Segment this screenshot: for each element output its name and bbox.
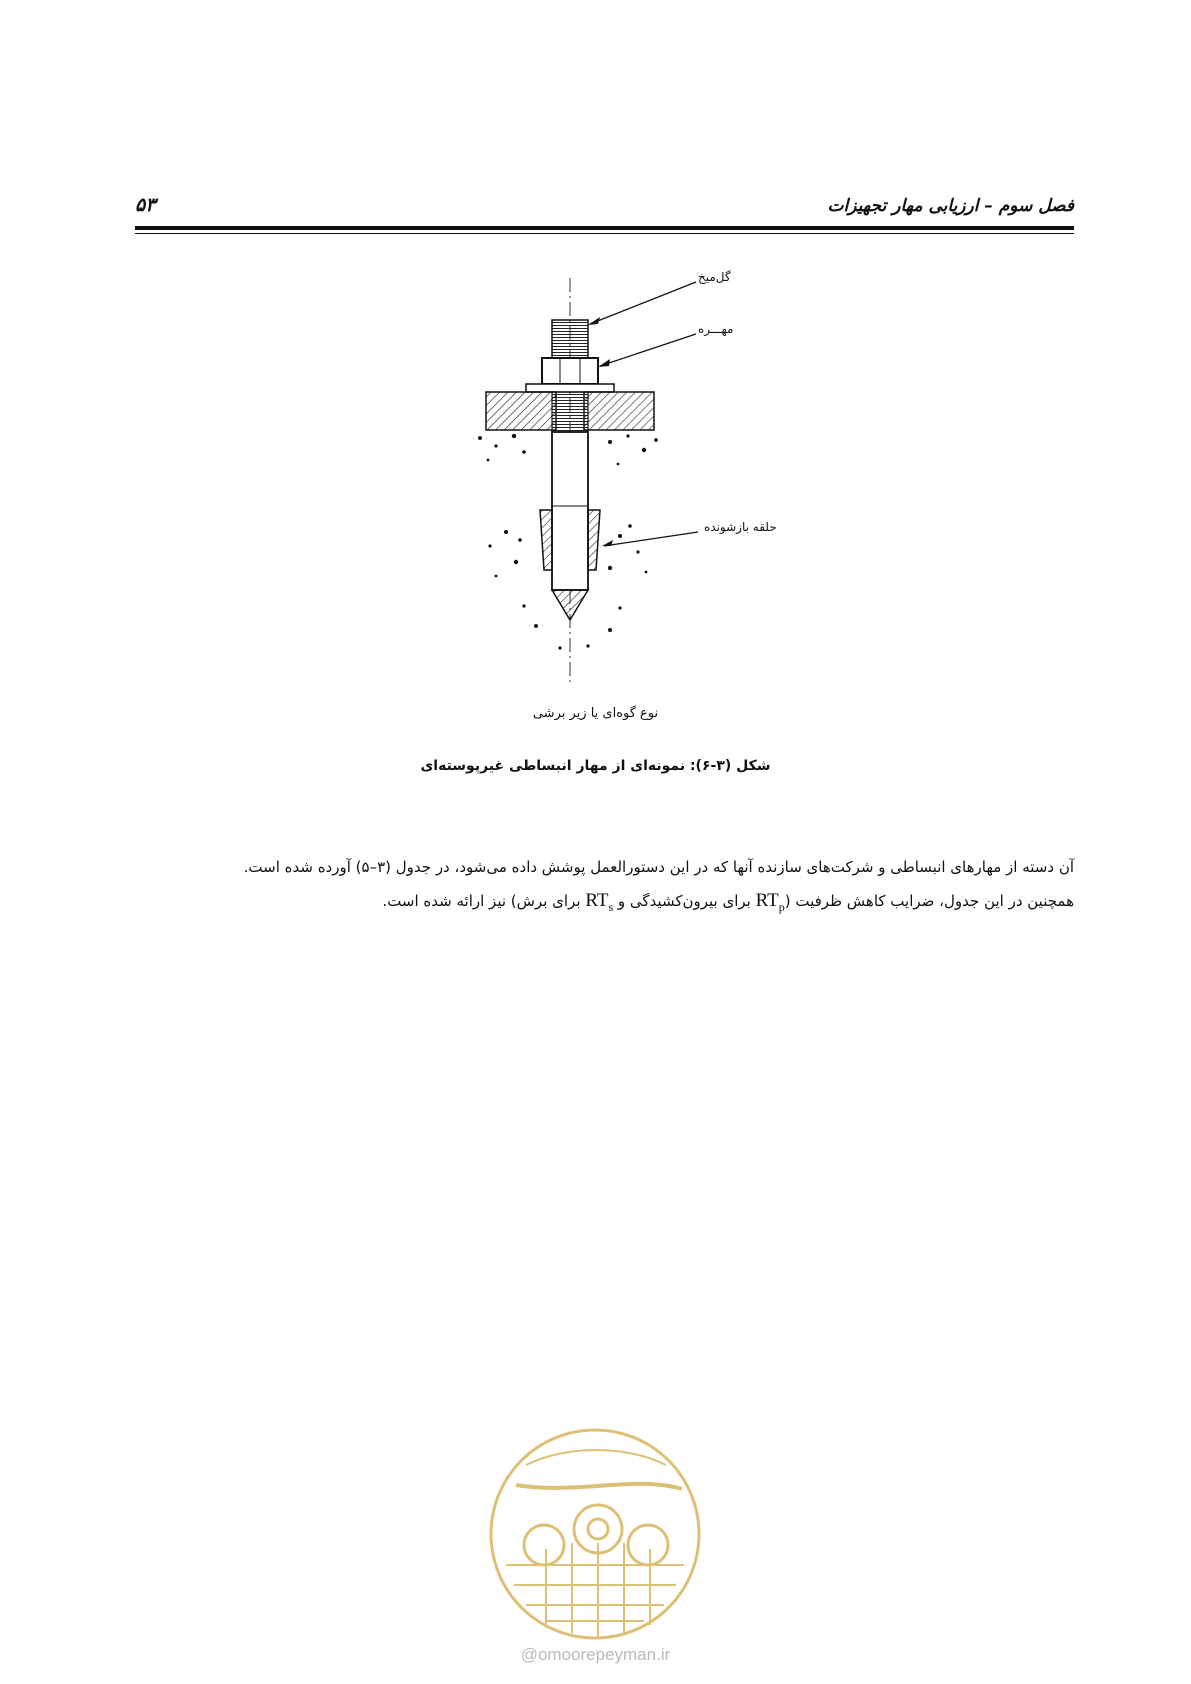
rts-symbol: $RT_s$ bbox=[585, 890, 614, 914]
watermark-url: @omoorepeyman.ir bbox=[520, 1645, 671, 1664]
nut-shape bbox=[542, 358, 598, 384]
anchor-shank bbox=[552, 432, 588, 590]
page-header bbox=[135, 196, 1074, 226]
washer-shape bbox=[526, 384, 614, 392]
plate-left bbox=[486, 392, 556, 430]
plate-right bbox=[584, 392, 654, 430]
body-line-2: همچنین در این جدول، ضرایب کاهش ظرفیت ($RT_p$ برای بیرون‌کشیدگی و $RT_s$ برای برش) نیز ارائه شده است. bbox=[382, 890, 1074, 914]
logo-emblem bbox=[486, 1425, 704, 1643]
chapter-title: فصل سوم – ارزیابی مهار تجهیزات bbox=[827, 196, 1074, 216]
callout-expansion-ring: حلقه بازشونده bbox=[704, 520, 777, 534]
page-number: ۵۳ bbox=[135, 194, 156, 216]
cone-tip bbox=[552, 590, 588, 620]
body-paragraph bbox=[135, 850, 1074, 924]
rtp-symbol: $RT_p$ bbox=[755, 890, 785, 914]
callout-stud: گل‌میخ bbox=[698, 270, 731, 284]
callout-nut: مهـــره bbox=[698, 322, 734, 336]
anchor-figure bbox=[460, 270, 840, 690]
wedge-right bbox=[588, 510, 600, 570]
figure-sublabel: نوع گوه‌ای یا زیر برشی bbox=[532, 706, 659, 721]
expansion-anchor-drawing bbox=[460, 270, 840, 690]
body-line-1: آن دسته از مهارهای انبساطی و شرکت‌های سازنده آنها که در این دستورالعمل پوشش داده می‌شود، در جدول (۳–۵) آورده شده است. bbox=[243, 858, 1074, 876]
header-rule-thin bbox=[135, 233, 1074, 234]
figure-caption: شکل (۳-۶): نمونه‌ای از مهار انبساطی غیرپوسته‌ای bbox=[420, 758, 771, 774]
header-rule-thick bbox=[135, 226, 1074, 230]
watermark-logo bbox=[486, 1425, 704, 1643]
stud-thread bbox=[552, 320, 588, 358]
wedge-left bbox=[540, 510, 552, 570]
